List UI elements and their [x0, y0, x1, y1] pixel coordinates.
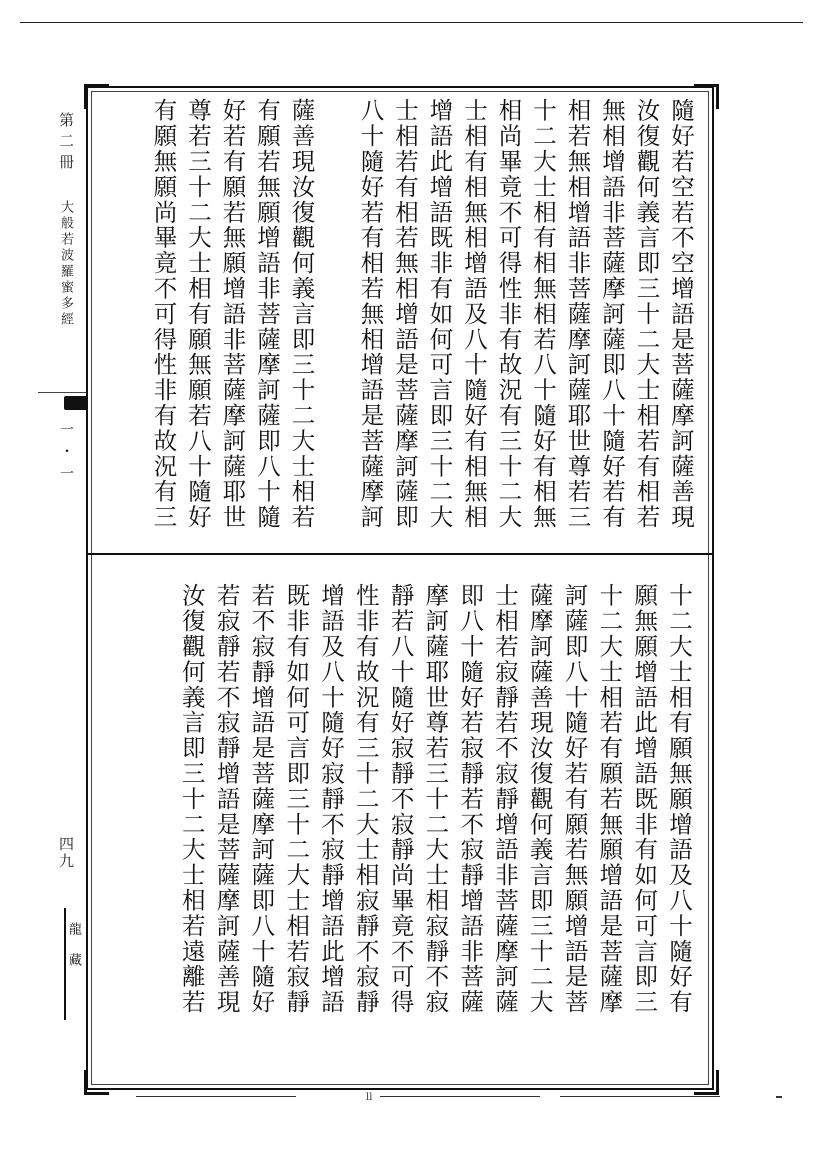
text-column: 無相增語非菩薩摩訶薩即八十隨好若有 — [598, 98, 626, 530]
longzang-stamp: 龍藏 — [66, 922, 81, 984]
bottom-rule — [136, 1096, 296, 1097]
section-tab — [64, 396, 86, 410]
text-column: 士相有相無相增語及八十隨好有相無相 — [460, 98, 488, 530]
text-column: 增語及八十隨好寂靜不寂靜增語此增語 — [317, 583, 345, 1015]
text-column: 八十隨好若有相若無相增語是菩薩摩訶 — [356, 98, 385, 530]
text-column: 十二大士相若有願若無願增語是菩薩摩 — [595, 583, 624, 1015]
text-column: 薩摩訶薩善現汝復觀何義言即三十二大 — [525, 583, 554, 1015]
text-column: 若不寂靜增語是菩薩摩訶薩即八十隨好 — [247, 583, 276, 1015]
text-column: 若寂靜若不寂靜增語是菩薩摩訶薩善現 — [212, 583, 241, 1015]
text-column: 薩善現汝復觀何義言即三十二大士相若 — [287, 98, 316, 530]
margin-rule — [38, 392, 86, 393]
text-column: 士相若有相若無相增語是菩薩摩訶薩即 — [391, 98, 419, 530]
sutra-title: 大般若波羅蜜多經 — [58, 200, 73, 328]
volume-label: 第二冊 — [57, 112, 75, 175]
text-column: 相尚畢竟不可得性非有故況有三十二大 — [494, 98, 523, 530]
frame-corner — [84, 1070, 109, 1095]
text-column: 摩訶薩耶世尊若三十二大士相寂靜不寂 — [421, 583, 450, 1015]
text-column: 尊若三十二大士相有願無願若八十隨好 — [184, 98, 212, 530]
top-rule — [20, 22, 803, 23]
text-column: 隨好若空若不空增語是菩薩摩訶薩善現 — [667, 98, 695, 530]
text-column: 既非有如何可言即三十二大士相若寂靜 — [282, 583, 311, 1015]
text-column: 性非有故況有三十二大士相寂靜不寂靜 — [351, 583, 380, 1015]
frame-corner — [84, 84, 109, 109]
text-column: 汝復觀何義言即三十二大士相若有相若 — [632, 98, 661, 530]
text-column: 增語此增語既非有如何可言即三十二大 — [425, 98, 454, 530]
text-column: 十二大士相有願無願增語及八十隨好有 — [665, 583, 693, 1015]
text-column: 相若無相增語非菩薩摩訶薩耶世尊若三 — [563, 98, 592, 530]
bottom-mark: ll — [366, 1092, 373, 1103]
bottom-rule — [560, 1096, 720, 1097]
bottom-rule — [380, 1096, 540, 1097]
section-number: 一・一 — [58, 422, 74, 488]
text-column: 汝復觀何義言即三十二大士相若遠離若 — [177, 583, 206, 1015]
text-column: 好若有願若無願增語非菩薩摩訶薩耶世 — [218, 98, 247, 530]
text-column: 士相若寂靜若不寂靜增語非菩薩摩訶薩 — [491, 583, 519, 1015]
register-divider — [88, 553, 712, 555]
frame-corner — [694, 1070, 719, 1095]
text-column: 有願若無願增語非菩薩摩訶薩即八十隨 — [253, 98, 281, 530]
text-column: 十二大士相有相無相若八十隨好有相無 — [529, 98, 557, 530]
text-column: 願無願增語此增語既非有如何可言即三 — [630, 583, 659, 1015]
text-column: 即八十隨好若寂靜若不寂靜增語非菩薩 — [456, 583, 485, 1015]
text-column: 有願無願尚畢竟不可得性非有故況有三 — [149, 98, 178, 530]
text-column: 靜若八十隨好寂靜不寂靜尚畢竟不可得 — [386, 583, 415, 1015]
ink-speck — [776, 1096, 782, 1098]
page-number: 四九 — [57, 836, 75, 870]
text-column: 訶薩即八十隨好若有願若無願增語是菩 — [560, 583, 589, 1015]
